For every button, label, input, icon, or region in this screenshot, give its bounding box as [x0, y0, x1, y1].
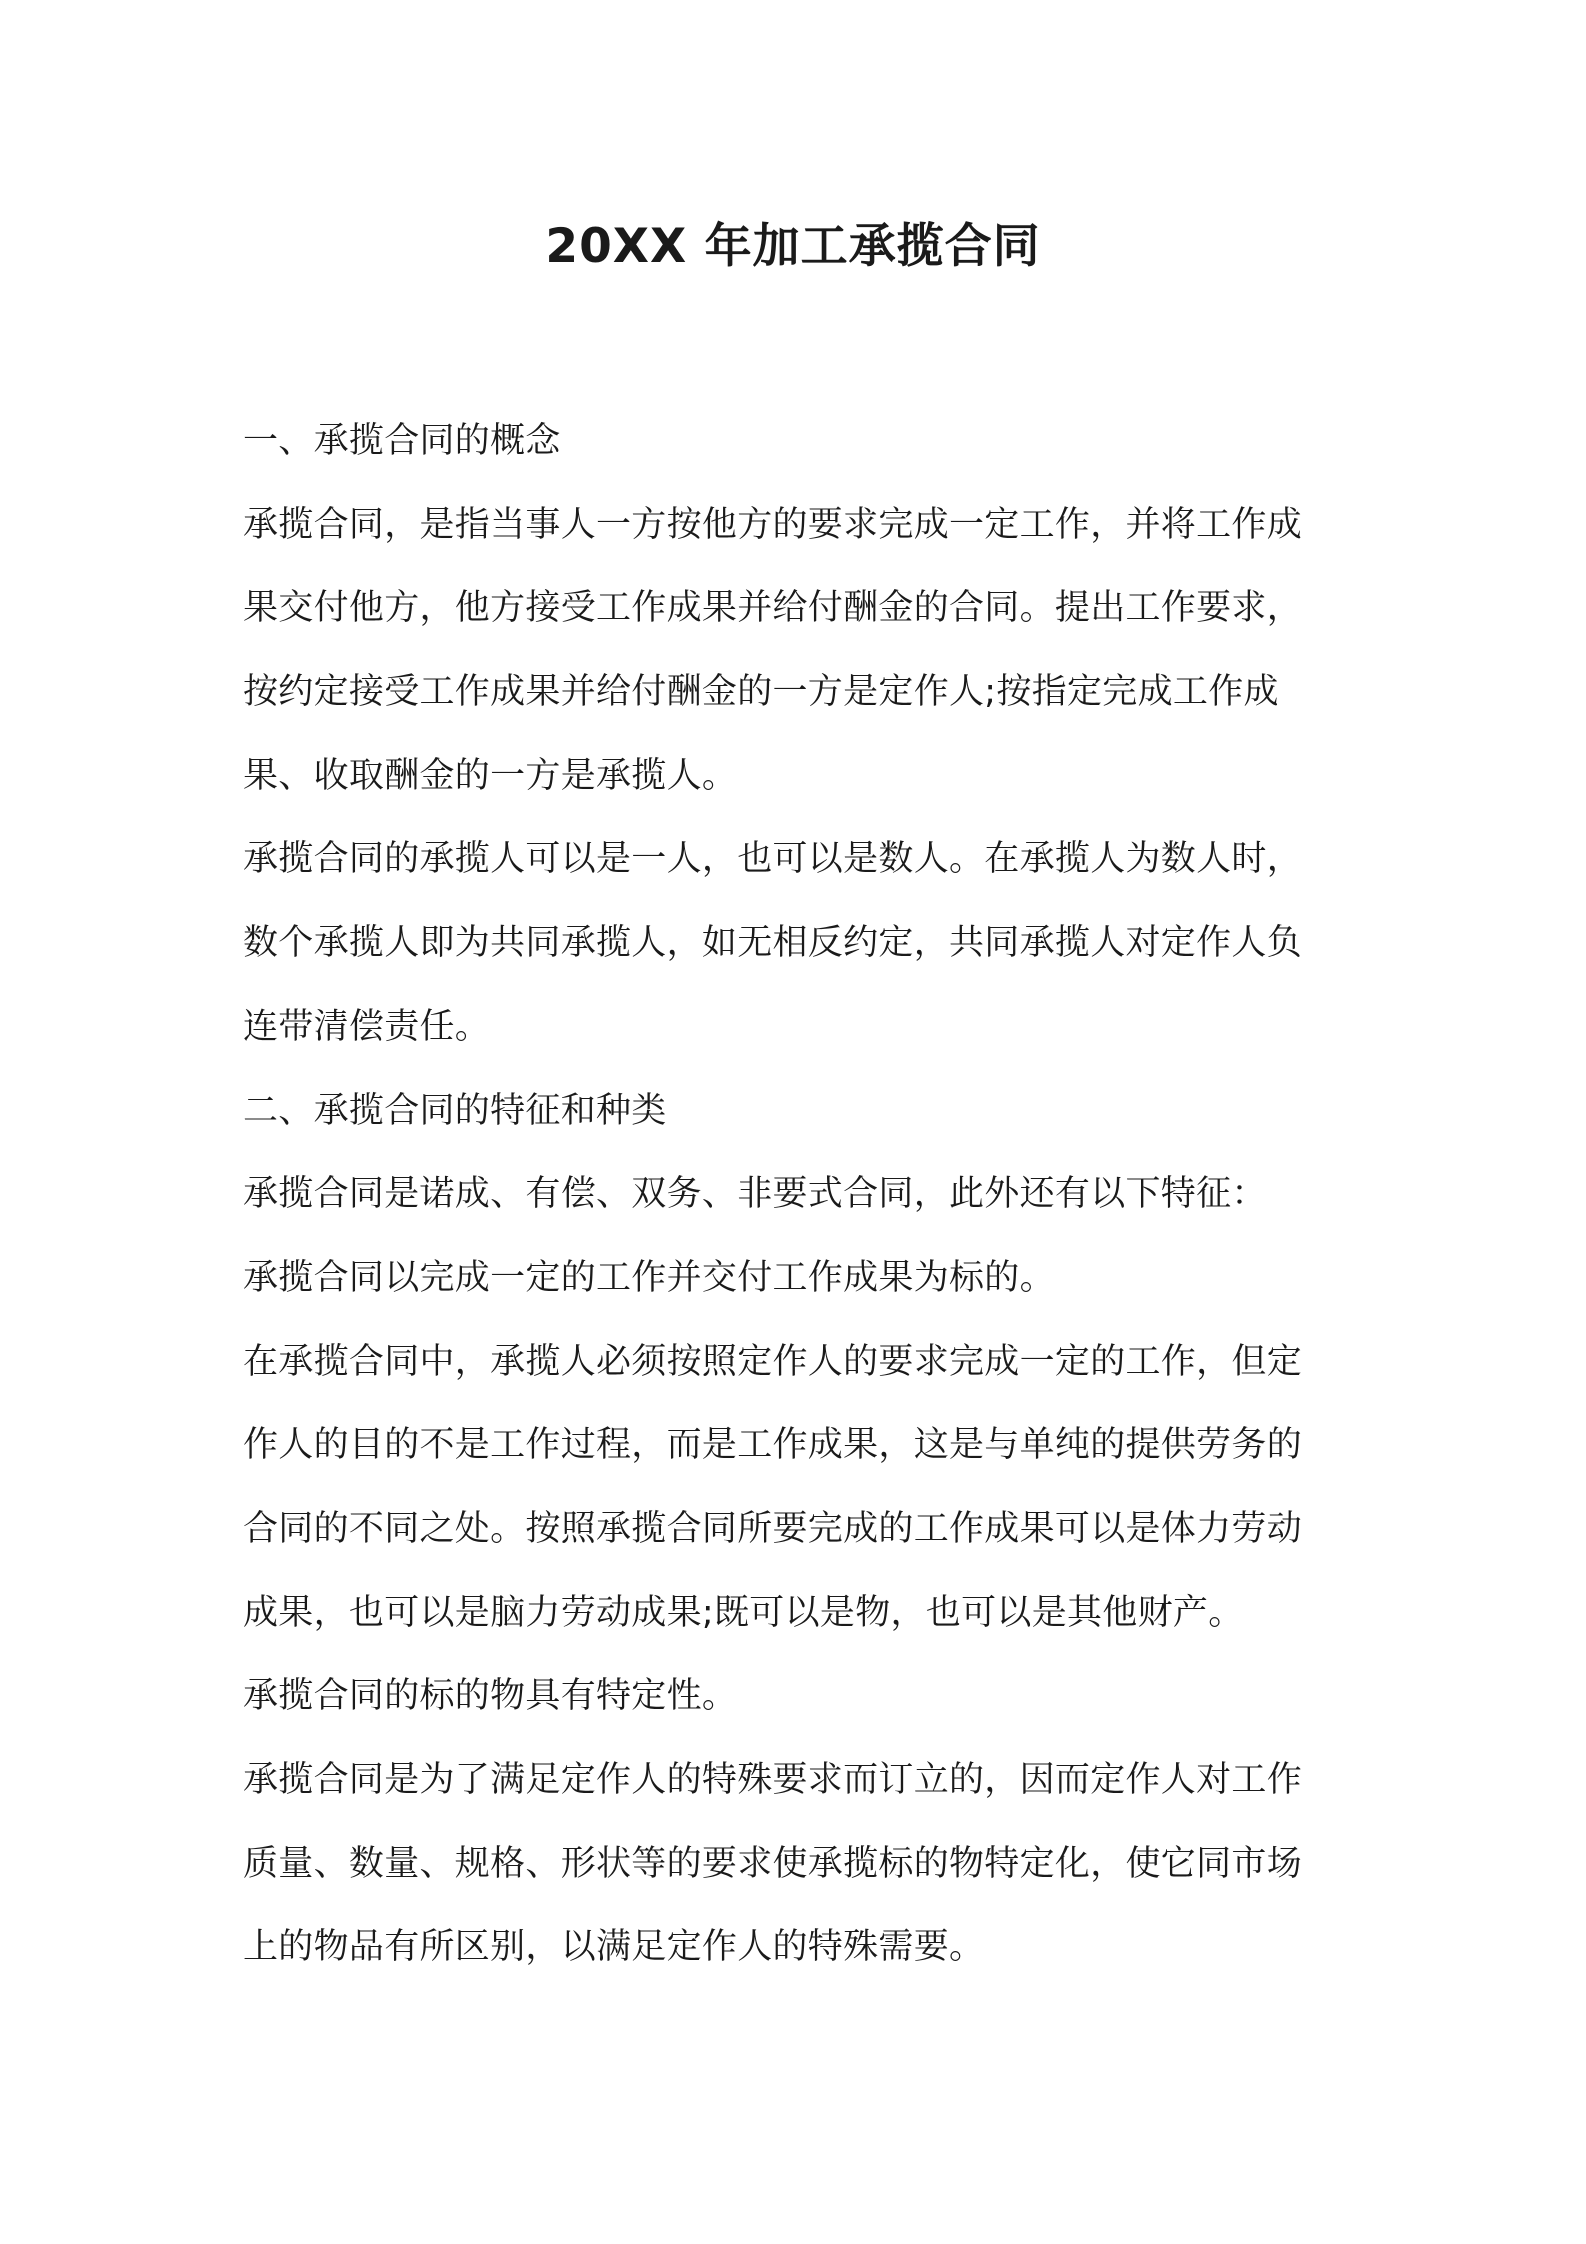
paragraph-line: 果交付他方，他方接受工作成果并给付酬金的合同。提出工作要求， — [243, 588, 1303, 629]
section-heading: 一、承揽合同的概念 — [243, 421, 561, 461]
paragraph-line: 连带清偿责任。 — [243, 1006, 491, 1047]
paragraph-line: 承揽合同的标的物具有特定性。 — [243, 1676, 738, 1717]
paragraph-line: 合同的不同之处。按照承揽合同所要完成的工作成果可以是体力劳动 — [243, 1508, 1303, 1549]
section-heading: 二、承揽合同的特征和种类 — [243, 1090, 667, 1131]
document-title: 20XX 年加工承揽合同 — [545, 219, 1041, 274]
paragraph-line: 承揽合同是为了满足定作人的特殊要求而订立的，因而定作人对工作 — [243, 1760, 1303, 1800]
paragraph-line: 承揽合同以完成一定的工作并交付工作成果为标的。 — [243, 1257, 1055, 1298]
document-body — [243, 400, 1363, 1990]
paragraph-line: 数个承揽人即为共同承揽人，如无相反约定，共同承揽人对定作人负 — [243, 923, 1303, 964]
paragraph-line: 承揽合同是诺成、有偿、双务、非要式合同，此外还有以下特征： — [243, 1174, 1267, 1215]
paragraph-line: 作人的目的不是工作过程，而是工作成果，这是与单纯的提供劳务的 — [243, 1425, 1303, 1466]
paragraph-line: 在承揽合同中，承揽人必须按照定作人的要求完成一定的工作，但定 — [243, 1341, 1303, 1382]
paragraph-line: 承揽合同，是指当事人一方按他方的要求完成一定工作，并将工作成 — [243, 504, 1303, 545]
paragraph-line: 果、收取酬金的一方是承揽人。 — [243, 755, 738, 796]
paragraph-line: 承揽合同的承揽人可以是一人，也可以是数人。在承揽人为数人时， — [243, 839, 1303, 880]
paragraph-line: 上的物品有所区别，以满足定作人的特殊需要。 — [243, 1927, 985, 1968]
paragraph-line: 成果，也可以是脑力劳动成果;既可以是物，也可以是其他财产。 — [243, 1592, 1244, 1633]
paragraph-line: 质量、数量、规格、形状等的要求使承揽标的物特定化，使它同市场 — [243, 1843, 1303, 1884]
paragraph-line: 按约定接受工作成果并给付酬金的一方是定作人;按指定完成工作成 — [243, 672, 1279, 713]
